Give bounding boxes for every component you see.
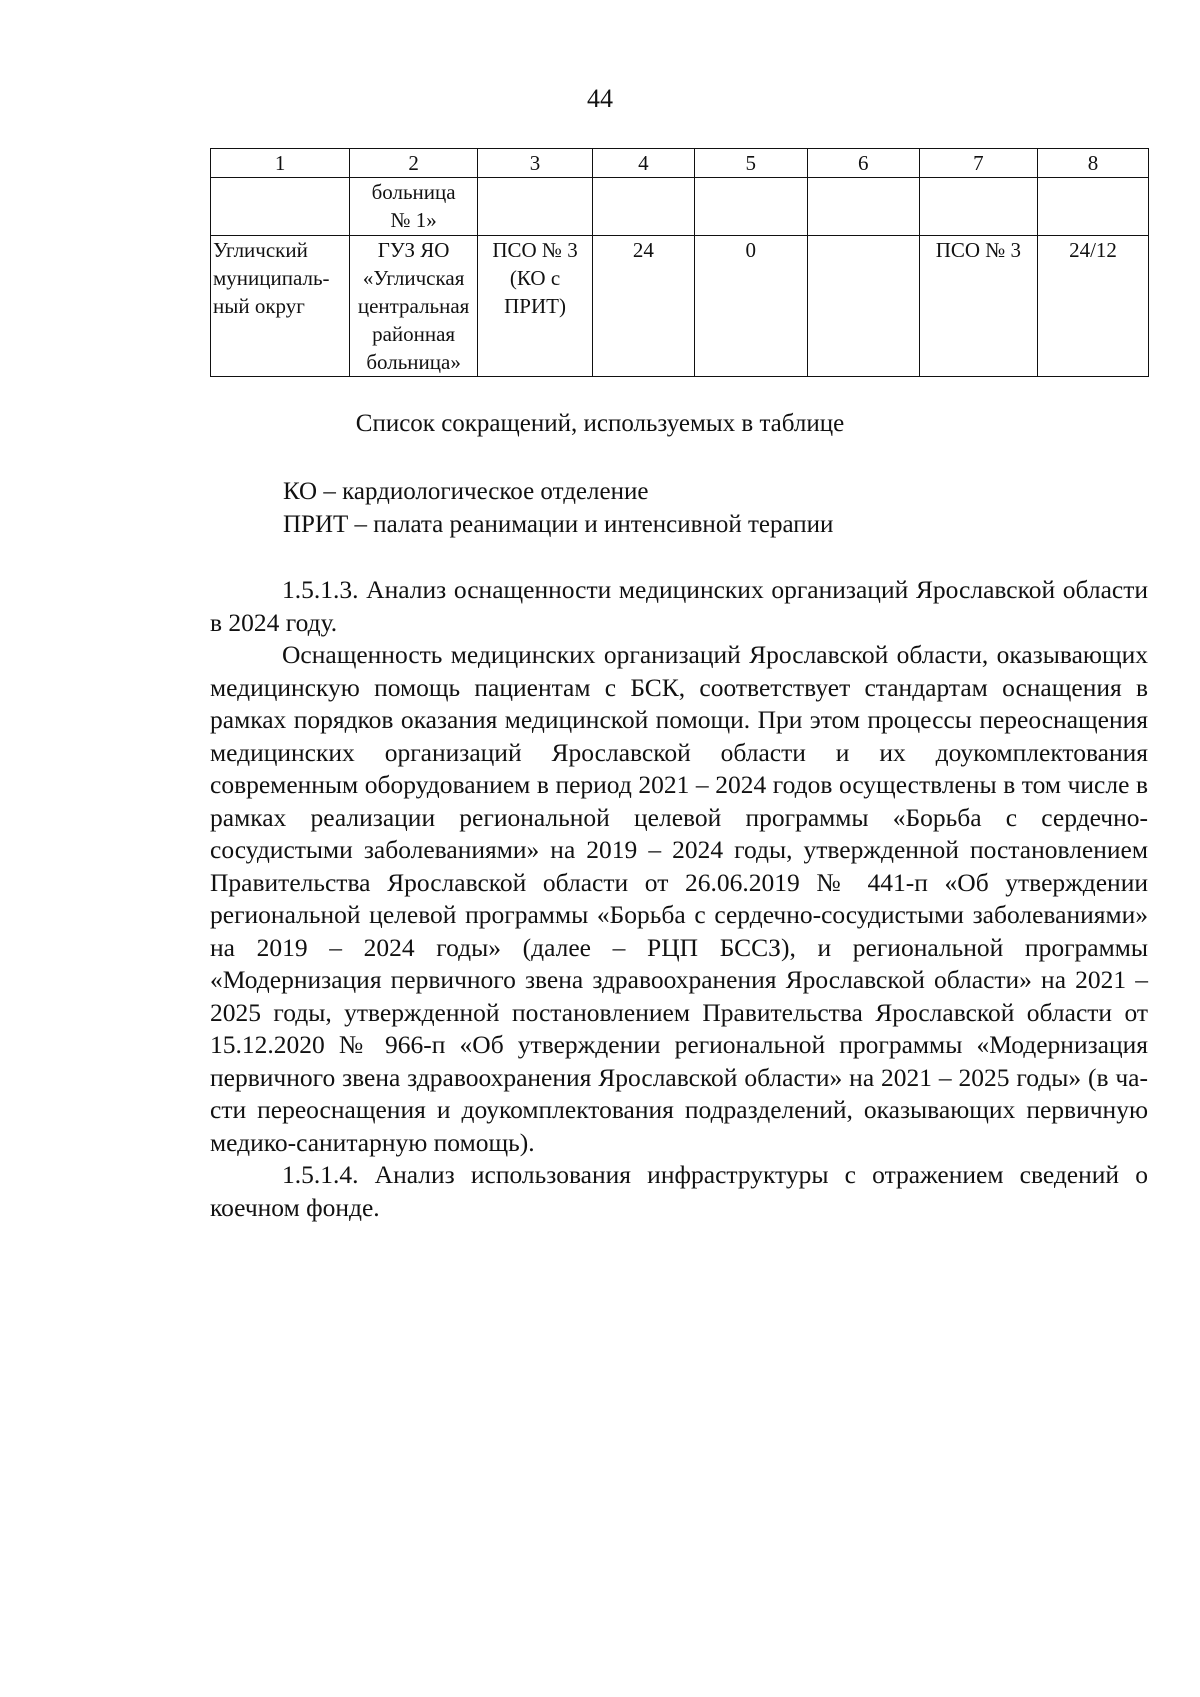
body-paragraph: Оснащенность медицинских организаций Ярославской области, оказывающих медицинскую помощь пациентам с БСК, соответствует стандартам оснащения в рамках порядков оказания медицинской помощи. При этом процессы переоснащения медицинских организаций Ярославской области и их доукомплектования современным оборудованием в период 2021 – 2024 годов осуществлены в том числе в рамках реализации региональной целевой программы «Борьба с сердечно-сосудистыми заболеваниями» на 2019 – 2024 годы, утвержденной постановлением Правительства Ярославской области от 26.06.2019 № 441-п «Об утверждении региональной целевой программы «Борьба с сердечно-сосудистыми заболеваниями» на 2019 – 2024 годы» (далее – РЦП БССЗ), и региональной программы «Модернизация первичного звена здравоохранения Ярославской области» на 2021 – 2025 годы, утвержденной постановлением Правительства Ярославской области от 15.12.2020 № 966-п «Об утверждении региональной программы «Модернизация первичного звена здравоохранения Ярославской области» на 2021 – 2025 годы» (в части переоснащения и доукомплектования подразделений, оказывающих первичную медико-санитарную помощь).	[210, 640, 1148, 1157]
table-header-row	[211, 149, 1149, 178]
table-cell-district	[211, 178, 350, 236]
table-cell	[807, 236, 919, 377]
table-cell: 0	[694, 236, 807, 377]
table-row	[211, 178, 1149, 236]
table-header-cell: 7	[919, 149, 1037, 178]
table-cell	[807, 178, 919, 236]
table-header-cell: 3	[477, 149, 592, 178]
table-row	[211, 236, 1149, 377]
table-header-cell: 5	[694, 149, 807, 178]
abbreviation-item: ПРИТ – палата реанимации и интенсивной терапии	[283, 511, 834, 538]
table-cell-organization: ГУЗ ЯО «Угличская центральная районная больница»	[350, 236, 478, 377]
table-cell	[694, 178, 807, 236]
table-header-cell: 8	[1038, 149, 1149, 178]
table-header-cell: 1	[211, 149, 350, 178]
section-heading-paragraph: 1.5.1.3. Анализ оснащенности медицинских организаций Ярославской области в 2024 году.	[210, 575, 1148, 637]
body-text	[210, 574, 1148, 1224]
table-cell: 24	[593, 236, 695, 377]
table-header-cell: 2	[350, 149, 478, 178]
section-heading-paragraph: 1.5.1.4. Анализ использования инфраструктуры с отражением сведений о коечном фонде.	[210, 1160, 1148, 1222]
data-table	[210, 148, 1149, 377]
abbreviation-item: КО – кардиологическое отделение	[283, 478, 649, 505]
table-cell	[593, 178, 695, 236]
table-cell-unit: ПСО № 3	[919, 236, 1037, 377]
table-cell: 24/12	[1038, 236, 1149, 377]
table-cell-organization: больница № 1»	[350, 178, 478, 236]
table-cell-district: Угличский муниципаль- ный округ	[211, 236, 350, 377]
table-cell	[477, 178, 592, 236]
table-cell-unit: ПСО № 3 (КО с ПРИТ)	[477, 236, 592, 377]
page-number: 44	[587, 84, 613, 113]
abbreviations-caption: Список сокращений, используемых в таблице	[355, 410, 845, 437]
table-cell	[919, 178, 1037, 236]
table-header-cell: 6	[807, 149, 919, 178]
table-header-cell: 4	[593, 149, 695, 178]
table-cell	[1038, 178, 1149, 236]
